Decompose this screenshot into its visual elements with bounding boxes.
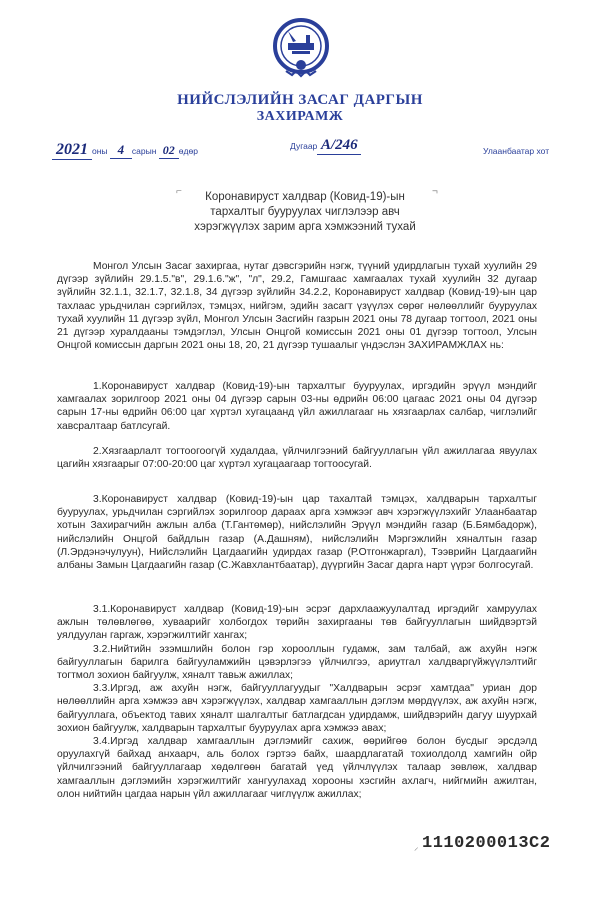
serial-number: 1110200013C2 [422, 834, 551, 853]
clause-3 [57, 493, 537, 572]
date-day: 02 [159, 143, 179, 159]
serial-mark-icon: ⸝ [414, 842, 419, 852]
bracket-right-icon: ¬ [432, 186, 438, 197]
state-emblem-icon [268, 15, 334, 81]
bracket-left-icon: ⌐ [176, 186, 182, 197]
clause-3-1: 3.1.Коронавируст халдвар (Ковид-19)-ын эсрэг дархлаажуулалтад иргэдийг хамруулах ажлын төлөвлөгөө, хуваарийг холбогдох төрийн захиргааны төв байгууллагын шийдвэртэй уялдуулан гаргаж, хэрэгжилтийг хангах; [57, 604, 537, 642]
document-subject [150, 190, 460, 235]
subject-line: тархалтыг бууруулах чиглэлээр авч [210, 206, 400, 218]
clause-1 [57, 380, 537, 433]
preamble [57, 260, 537, 352]
city: Улаанбаатар хот [483, 146, 550, 156]
subject-line: Коронавируст халдвар (Ковид-19)-ын [205, 191, 405, 203]
issue-date [52, 141, 198, 160]
clause-text: 3.Коронавируст халдвар (Ковид-19)-ын цар тахалтай тэмцэх, халдварын тархалтыг бууруулах, урьдчилан сэргийлэх зорилгоор дараах арга хэмжээг авч хэрэгжүүлэхийг Улаанбаатар хотын Захирагчийн ажлын алба (Т.Гантөмөр), нийслэлийн Эрүүл мэндийн газар (Б.Бямбадорж), нийслэлийн Онцгой байдлын газар (А.Дашням), нийслэлийн Мэргэжлийн хяналтын газар (Л.Эрдэнэчулуун), Нийслэлийн Цагдаагийн удирдах газар (Р.Отгонжаргал), Тээврийн Цагдаагийн албаны Замын Цагдаагийн газар (С.Жавхлантбаатар), дүүргийн Засаг дарга нарт үүрэг болгосугай. [57, 494, 537, 572]
document-meta [0, 135, 600, 165]
date-month: 4 [110, 142, 132, 159]
org-title: НИЙСЛЭЛИЙН ЗАСАГ ДАРГЫН [177, 92, 423, 108]
document-number [290, 137, 361, 155]
clause-3-3: 3.3.Иргэд, аж ахуйн нэгж, байгууллагуудыг "Халдварын эсрэг хамтдаа" уриан дор нөлөөллийн арга хэмжээ авч хэрэгжүүлэх, халдвар хамгааллын дэглэм мөрдүүлэх, аж ахуйн нэгж, байгууллага, объектод тавих хяналт шалгалтыг батлагдсан удирдамж, шийдвэрийн дагуу шуурхай зохион байгуулж, халдварын тархалтыг бууруулах арга хэмжээ авах; [57, 683, 537, 734]
clause-text: 1.Коронавируст халдвар (Ковид-19)-ын тархалтыг бууруулах, иргэдийн эрүүл мэндийг хамгаалах зорилгоор 2021 оны 04 дүгээр сарын 03-ны өдрийн 06:00 цагаас 2021 оны 04 дүгээр сарын 17-ны өдрийн 06:00 цаг хүртэл хугацаанд үйл ажиллагааг нь хязгаарлах салбар, чиглэлийг хавсралтаар батлсугай. [57, 381, 537, 432]
clause-3-4: 3.4.Иргэд халдвар хамгааллын дэглэмийг сахиж, өөрийгөө болон бусдыг эрсдэлд оруулахгүй байхад анхаарч, аль болох гэртээ байх, шаардлагатай тохиолдолд хамгийн ойр үйлчилгээний байгууллагаар хөдөлгөөн багатай үед үйлчлүүлэх талаар зөвлөж, халдвар хамгааллын дэглэмийн хэрэгжилтийг хангуулахад хорооны хэсгийн ахлагч, нийгмийн ажилтан, олон нийтийн цагдаа нарын үйл ажиллагааг чиглүүлж ажиллах; [57, 736, 537, 800]
number-label: Дугаар [290, 141, 318, 151]
clause-3-2: 3.2.Нийтийн эзэмшлийн болон гэр хорооллын гудамж, зам талбай, аж ахуйн нэгж байгууллагын барилга байгууламжийн цэвэрлэгээ үйлчилгээ, ариутгал халдваргүйжүүлэлтийг тогтмол зохион байгуулж, хяналт тавьж ажиллах; [57, 643, 537, 682]
document-type: ЗАХИРАМЖ [256, 109, 344, 124]
preamble-text: Монгол Улсын Засаг захиргаа, нутаг дэвсгэрийн нэгж, түүний удирдлагын тухай хуулийн 29 дүгээр зүйлийн 29.1.5."в", 29.1.6."ж", "л", 29.2, Гамшгаас хамгаалах тухай хуулийн 32 дугаар зүйлийн 32.1.1, 32.1.7, 32.1.8, 34 дүгээр зүйлийн 34.2.2, Коронавируст халдвар (Ковид-19)-ын цар тахлаас урьдчилан сэргийлэх, тэмцэх, нийгэм, эдийн засагт үзүүлэх сөрөг нөлөөллийг бууруулах тухай хуулийн 11 дүгээр зүйл, Монгол Улсын Засгийн газрын 2021 оны 78 дугаар тогтоол, 2021 оны 21 дүгээр хуралдааны тэмдэглэл, Улсын Онцгой комиссын 2021 оны 01 дүгээр тогтоол, Улсын Онцгой комиссын даргын 2021 оны 18, 20, 21 дүгээр тушаалыг үндэслэн ЗАХИРАМЖЛАХ нь: [57, 261, 537, 352]
clause-2 [57, 445, 537, 471]
subclauses [57, 603, 537, 801]
year-suffix: оны [92, 146, 108, 156]
date-year: 2021 [52, 141, 92, 160]
month-suffix: сарын [131, 146, 157, 156]
clause-text: 2.Хязгаарлалт тогтоогоогүй худалдаа, үйлчилгээний байгууллагын үйл ажиллагаа явуулах цагийн хязгаарыг 07:00-20:00 цаг хүртэл хугацаагаар тогтоосугай. [57, 446, 537, 471]
subject-line: хэрэгжүүлэх зарим арга хэмжээний тухай [194, 221, 416, 233]
day-suffix: өдөр [178, 146, 198, 156]
number-value: А/246 [317, 137, 361, 155]
